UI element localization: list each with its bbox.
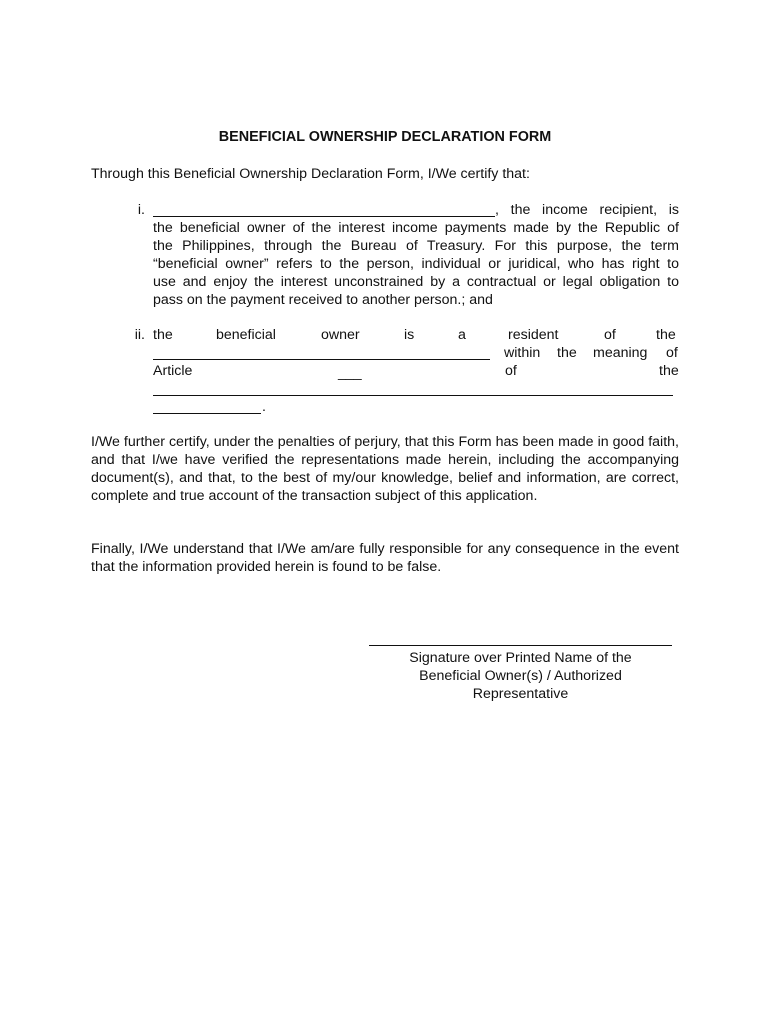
item-1-number: i.	[137, 202, 145, 218]
intro-text: Through this Beneficial Ownership Declaration Form, I/We certify that:	[91, 166, 530, 182]
item-2-line-5	[153, 398, 679, 416]
article-number-blank[interactable]: ___	[338, 365, 362, 381]
form-title: BENEFICIAL OWNERSHIP DECLARATION FORM	[218, 129, 552, 145]
item-2-line-4	[153, 380, 679, 398]
item-2-word: of	[505, 363, 517, 379]
item-2-line-1	[153, 326, 679, 344]
country-blank[interactable]	[153, 345, 490, 360]
signature-caption-line-3: Representative	[472, 686, 569, 702]
certification-item-1	[91, 201, 679, 311]
item-1-line-6: pass on the payment received to another person.; and	[153, 292, 493, 308]
item-2-word: owner	[321, 327, 360, 343]
item-2-word: a	[458, 327, 466, 343]
item-2-line-2	[153, 344, 679, 362]
signature-caption-line-1: Signature over Printed Name of the	[409, 650, 632, 666]
item-2-word: the	[153, 327, 173, 343]
item-2-number: ii.	[134, 327, 145, 343]
certification-item-2	[91, 326, 679, 420]
perjury-certification-paragraph: I/We further certify, under the penalties of perjury, that this Form has been made in good faith, and that I/we have verified the representations made herein, including the accompanying document(s), and that, to the best of my/our knowledge, belief and information, are correct, complete and true account of the transaction subject of this application.	[91, 434, 679, 504]
item-2-line-3	[153, 362, 679, 380]
item-2-period: .	[262, 399, 266, 415]
item-2-word: resident	[508, 327, 559, 343]
item-1-line-2: the beneficial owner of the interest income payments made by the Republic of	[153, 220, 679, 236]
signature-caption	[369, 649, 672, 703]
treaty-name-blank-continued[interactable]	[153, 399, 261, 414]
responsibility-paragraph: Finally, I/We understand that I/We am/are fully responsible for any consequence in the event that the information provided herein is found to be false.	[91, 541, 679, 575]
item-1-line-3: the Philippines, through the Bureau of Treasury. For this purpose, the term	[153, 238, 679, 254]
item-1-line-4: “beneficial owner” refers to the person, individual or juridical, who has right to	[153, 256, 679, 272]
item-2-word: of	[604, 327, 616, 343]
item-2-word: the	[656, 327, 676, 343]
income-recipient-blank[interactable]	[153, 202, 495, 217]
item-1-line-5: use and enjoy the interest unconstrained by a contractual or legal obligation to	[153, 274, 679, 290]
signature-line[interactable]	[369, 645, 672, 646]
item-2-word: within	[504, 345, 541, 361]
item-2-word: the	[557, 345, 577, 361]
signature-caption-line-2: Beneficial Owner(s) / Authorized	[419, 668, 622, 684]
treaty-name-blank[interactable]	[153, 381, 673, 396]
item-1-line-1	[153, 201, 679, 219]
item-2-word: of	[666, 345, 678, 361]
item-2-word: is	[404, 327, 415, 343]
item-1-after-blank: , the income recipient, is	[495, 202, 679, 218]
item-2-word: the	[659, 363, 679, 379]
item-2-word: meaning	[593, 345, 648, 361]
item-2-word: beneficial	[216, 327, 276, 343]
item-2-article-label: Article	[153, 363, 193, 379]
